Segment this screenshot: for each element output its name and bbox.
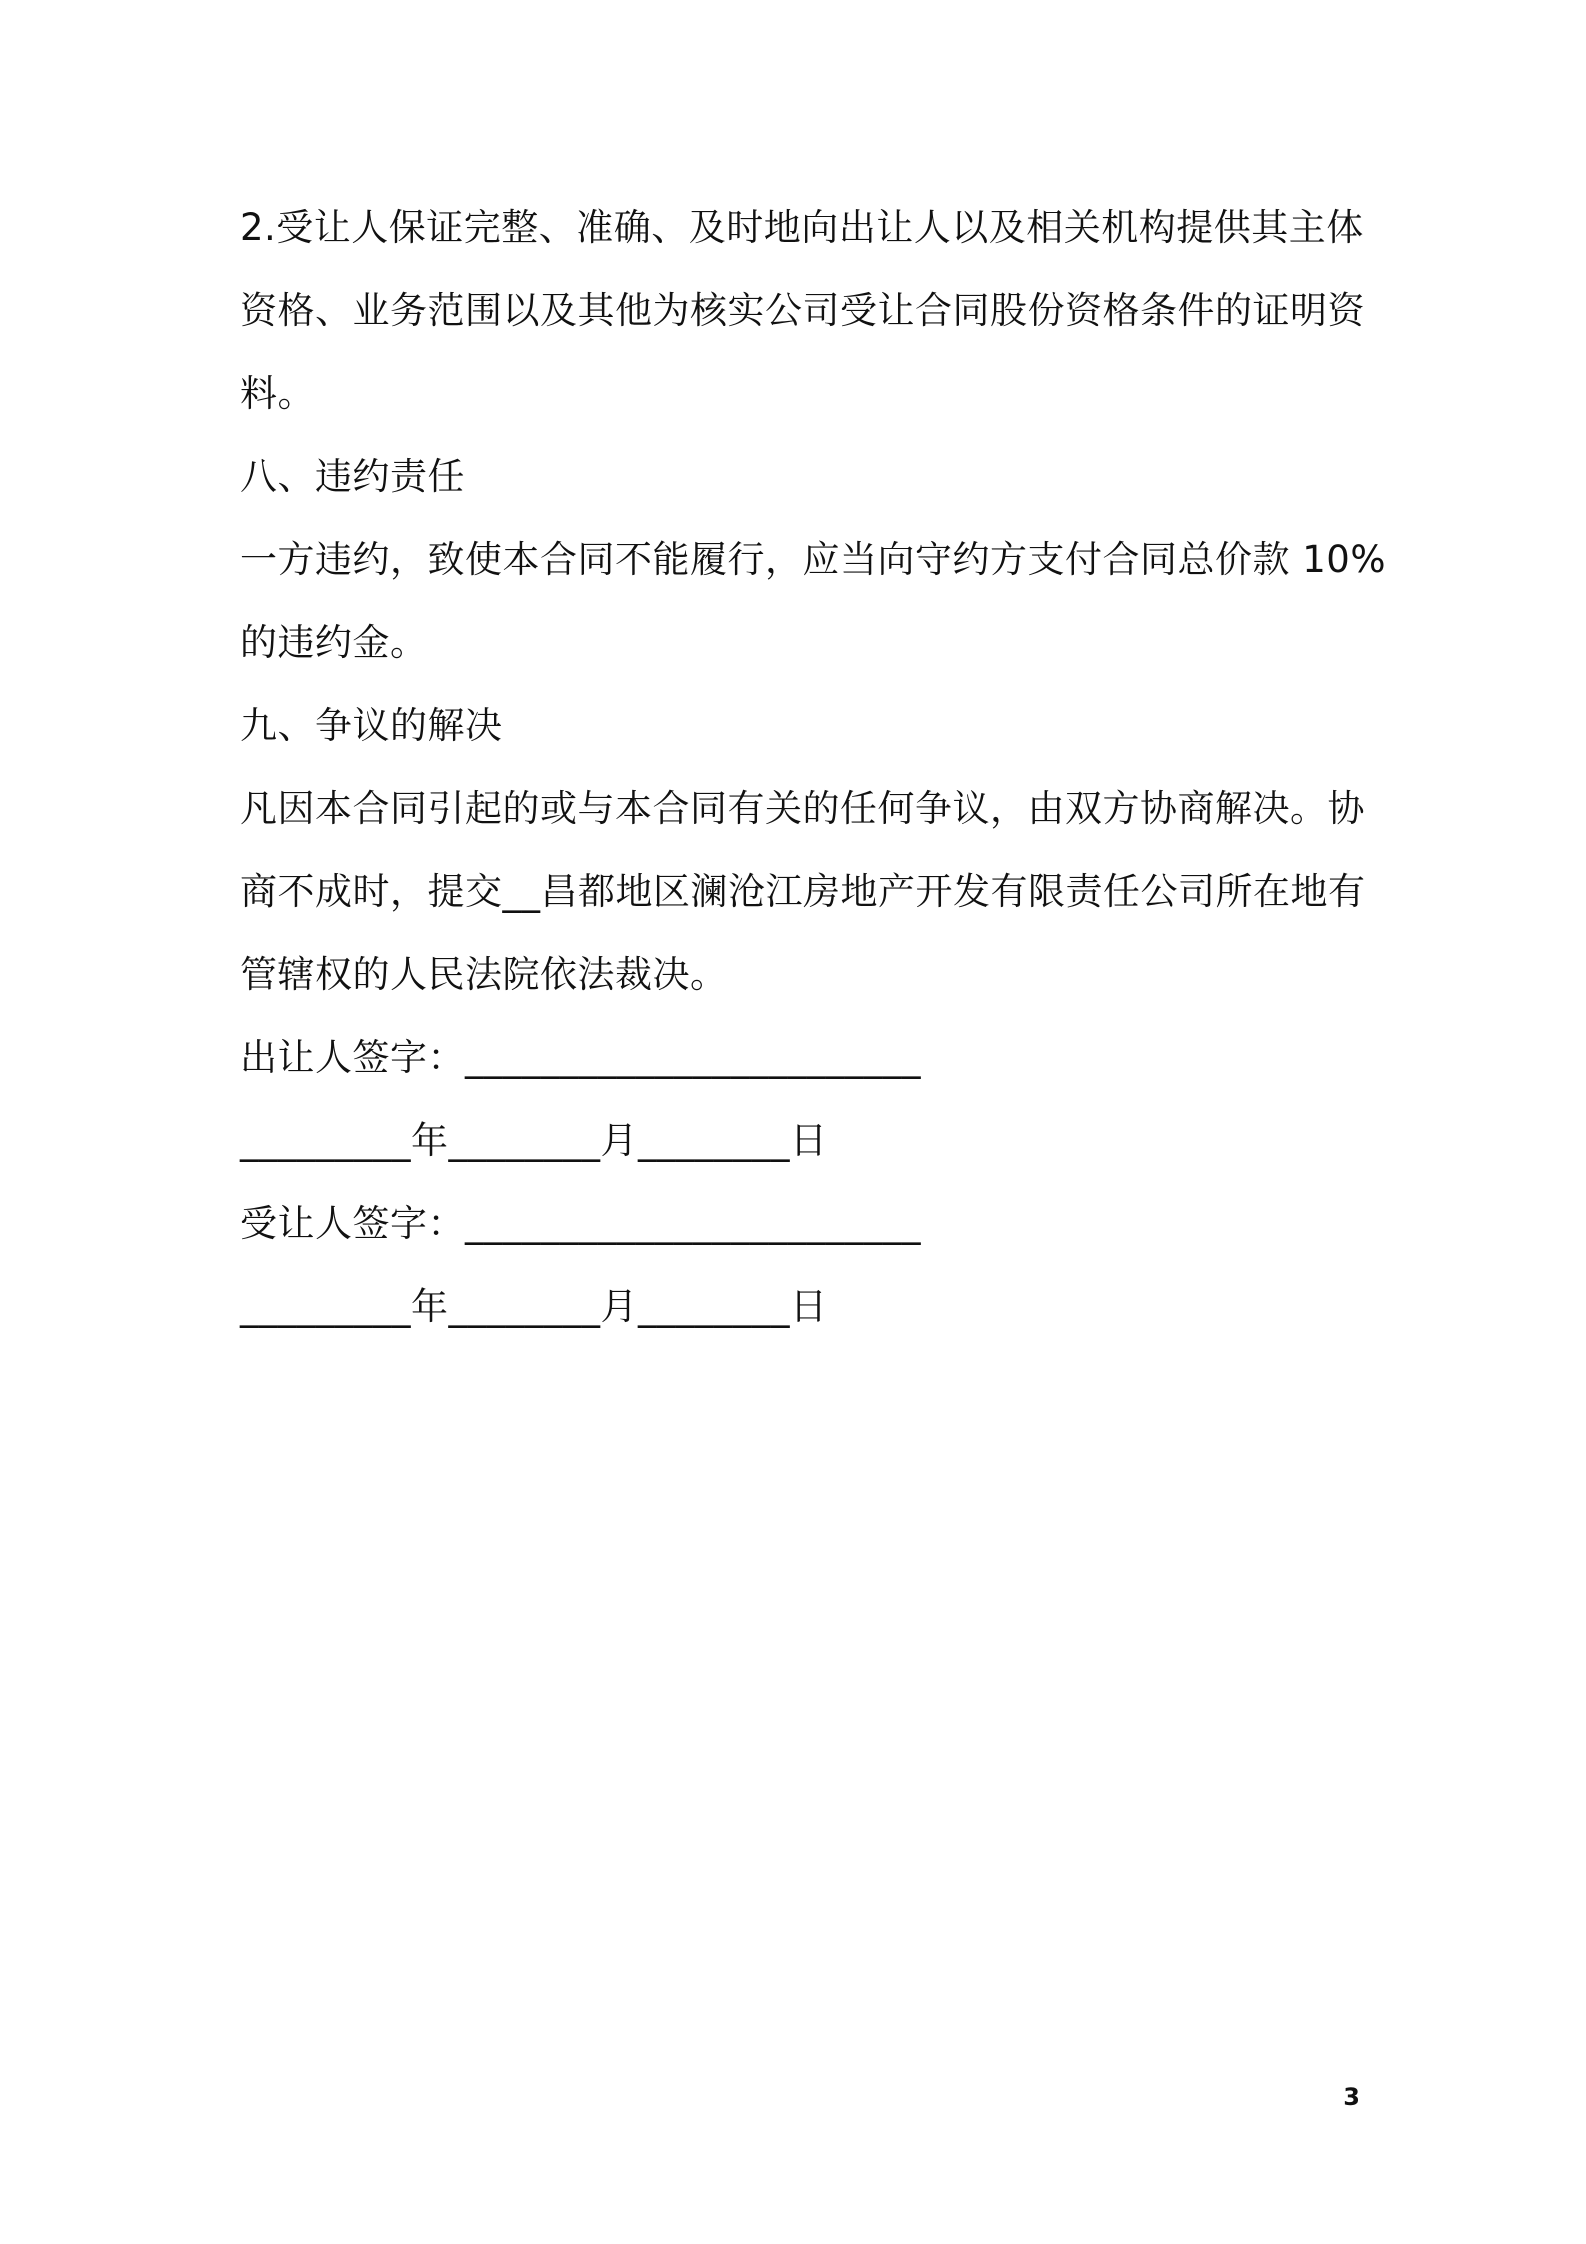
section-heading-dispute: 九、争议的解决 — [240, 704, 503, 747]
dispute-paragraph-line-3: 管辖权的人民法院依法裁决。 — [240, 953, 728, 996]
breach-paragraph-line-1: 一方违约，致使本合同不能履行，应当向守约方支付合同总价款 10% — [240, 538, 1386, 581]
page-number: 3 — [1343, 2083, 1360, 2111]
dispute-paragraph-line-1: 凡因本合同引起的或与本合同有关的任何争议，由双方协商解决。协 — [240, 787, 1365, 830]
section-heading-breach: 八、违约责任 — [240, 455, 465, 498]
clause-2-line-1: 2.受让人保证完整、准确、及时地向出让人以及相关机构提供其主体 — [240, 206, 1364, 249]
clause-2-line-3: 料。 — [240, 372, 315, 415]
dispute-paragraph-line-2: 商不成时，提交__昌都地区澜沧江房地产开发有限责任公司所在地有 — [240, 870, 1366, 913]
transferee-date-line: _________年________月________日 — [240, 1285, 828, 1328]
transferee-signature-line: 受让人签字：________________________ — [240, 1202, 921, 1245]
transferor-signature-line: 出让人签字：________________________ — [240, 1036, 921, 1079]
clause-2-line-2: 资格、业务范围以及其他为核实公司受让合同股份资格条件的证明资 — [240, 289, 1365, 332]
breach-paragraph-line-2: 的违约金。 — [240, 621, 428, 664]
transferor-date-line: _________年________月________日 — [240, 1119, 828, 1162]
